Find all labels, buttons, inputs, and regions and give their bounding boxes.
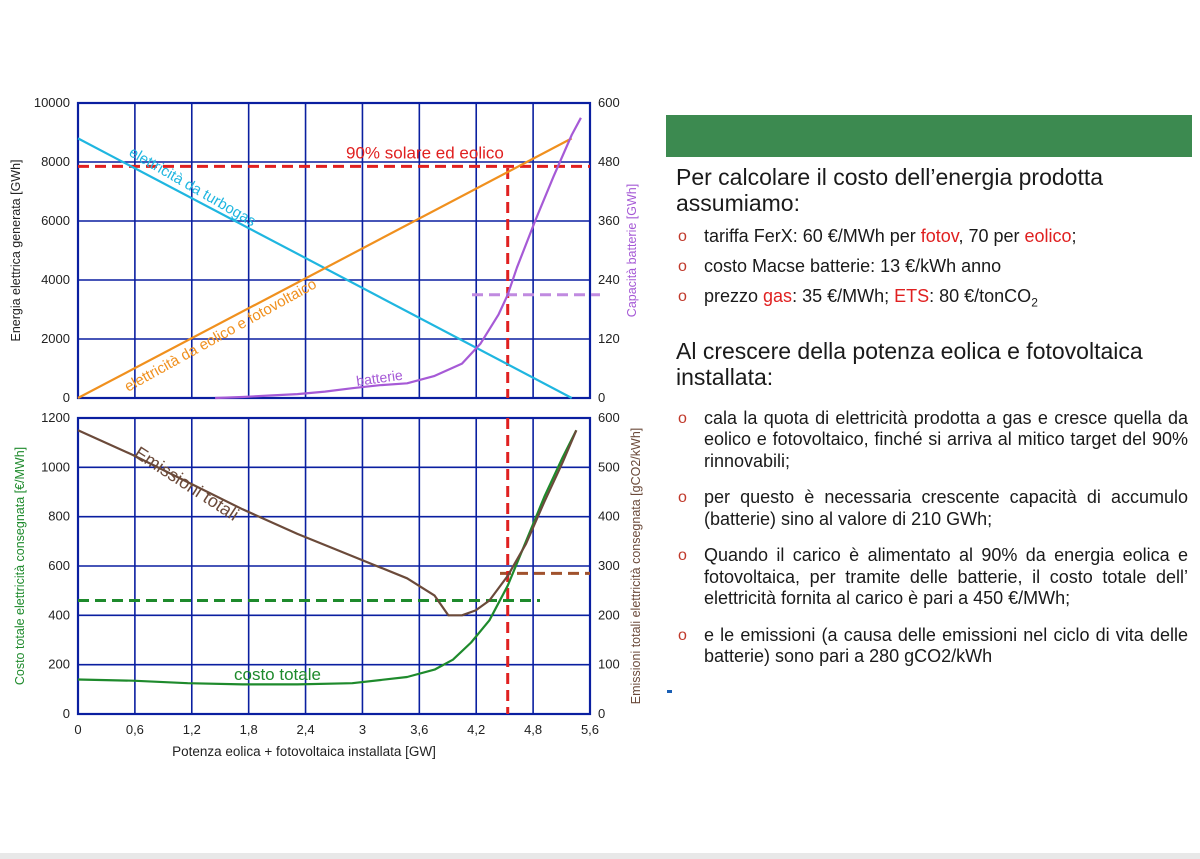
text: costo Macse batterie: 13 €/kWh anno <box>704 256 1002 276</box>
x-tick-label: 0,6 <box>125 722 144 737</box>
y-tick-label: 1000 <box>41 459 70 475</box>
series-label: elettricità da eolico e fotovoltaico <box>121 275 320 396</box>
assumptions-heading: Per calcolare il costo dell’energia prodotta assumiamo: <box>676 164 1104 216</box>
y2-axis-title: Capacità batterie [GWh] <box>625 183 639 318</box>
y-tick-label: 8000 <box>41 154 70 169</box>
bullet-icon: o <box>678 489 687 507</box>
y2-tick-label: 500 <box>598 459 620 475</box>
text: , 70 per <box>958 226 1025 246</box>
text: e le emissioni (a causa delle emissioni nel ciclo di vita delle batterie) sono pari a 280 gCO2/kWh <box>704 624 1188 667</box>
footer-strip <box>0 853 1200 859</box>
text: Quando il carico è alimentato al 90% da energia eolica e fotovoltaica, per tramite delle batterie, il costo totale dell’ elettricità fornita al carico è pari a 450 €/MWh; <box>704 545 1188 609</box>
y-tick-label: 1200 <box>41 410 70 425</box>
annotation-label: 90% solare ed eolico <box>346 143 504 163</box>
x-tick-label: 5,6 <box>580 722 600 737</box>
y-tick-label: 2000 <box>41 331 70 346</box>
plot-frame <box>78 103 590 398</box>
series-label: batterie <box>355 366 404 389</box>
title-bar <box>666 115 1192 157</box>
text: : 80 €/tonCO <box>929 286 1032 306</box>
y-tick-label: 800 <box>48 508 70 524</box>
assumptions-list <box>676 226 1188 314</box>
x-axis-title: Potenza eolica + fotovoltaica installata [GW] <box>172 744 436 759</box>
list-item <box>676 487 1188 530</box>
y2-tick-label: 600 <box>598 410 620 425</box>
y2-tick-label: 0 <box>598 390 606 405</box>
list-item <box>676 286 1188 314</box>
y-tick-label: 200 <box>48 656 70 672</box>
x-tick-label: 3,6 <box>410 722 429 737</box>
y-tick-label: 4000 <box>41 272 70 287</box>
subscript: 2 <box>1031 295 1038 310</box>
highlight: eolico <box>1024 226 1072 246</box>
y-tick-label: 6000 <box>41 213 70 228</box>
charts-figure <box>0 0 660 780</box>
bullet-icon: o <box>678 228 687 245</box>
text: per questo è necessaria crescente capacità di accumulo (batterie) sino al valore di 210 GWh; <box>704 487 1188 529</box>
energy-chart <box>9 95 639 405</box>
text: tariffa FerX: 60 €/MWh per <box>704 226 921 246</box>
list-item <box>676 226 1188 247</box>
text-panel <box>676 164 1188 668</box>
y-tick-label: 10000 <box>33 95 70 110</box>
slide-marker <box>667 690 672 693</box>
x-tick-label: 4,8 <box>524 722 543 737</box>
text: prezzo <box>704 286 764 306</box>
bullet-icon: o <box>678 409 687 427</box>
y-axis-title: Energia elettrica generata [GWh] <box>9 159 23 342</box>
y2-tick-label: 200 <box>598 607 620 623</box>
y2-tick-label: 240 <box>598 272 620 287</box>
y-tick-label: 0 <box>62 706 70 721</box>
y-axis-title: Costo totale elettricità consegnata [€/MWh] <box>13 446 27 686</box>
y2-tick-label: 400 <box>598 508 620 524</box>
highlight: gas <box>763 286 793 306</box>
list-item <box>676 408 1188 473</box>
x-tick-label: 2,4 <box>296 722 315 737</box>
x-tick-label: 1,2 <box>182 722 201 737</box>
y2-tick-label: 480 <box>598 154 620 169</box>
y2-tick-label: 600 <box>598 95 620 110</box>
y-tick-label: 400 <box>48 607 70 623</box>
y2-tick-label: 100 <box>598 656 620 672</box>
text: ; <box>1071 226 1077 246</box>
y2-tick-label: 120 <box>598 331 620 346</box>
list-item <box>676 545 1188 610</box>
series-label: Emissioni totali <box>130 442 243 525</box>
highlight: ETS <box>894 286 930 306</box>
x-tick-label: 4,2 <box>467 722 486 737</box>
y2-tick-label: 300 <box>598 558 620 573</box>
x-tick-label: 0 <box>74 722 82 737</box>
y-tick-label: 0 <box>62 390 70 405</box>
text: cala la quota di elettricità prodotta a gas e cresce quella da eolico e fotovoltaico, finché si arriva al mitico target del 90% rinnovabili; <box>704 407 1188 471</box>
list-item <box>676 256 1188 277</box>
bullet-icon: o <box>678 547 687 565</box>
bullet-icon: o <box>678 288 687 305</box>
series-label: elettricità da turbogas <box>126 143 259 231</box>
bullet-icon: o <box>678 258 687 275</box>
growth-heading: Al crescere della potenza eolica e fotovoltaica installata: <box>676 337 1143 390</box>
y-tick-label: 600 <box>48 558 70 573</box>
bullet-icon: o <box>678 626 687 644</box>
growth-list <box>676 408 1188 668</box>
list-item <box>676 625 1188 668</box>
y2-axis-title: Emissioni totali elettricità consegnata [gCO2/kWh] <box>629 427 643 705</box>
x-tick-label: 3 <box>358 722 367 737</box>
y2-tick-label: 360 <box>598 213 620 228</box>
cost-emissions-chart <box>13 410 643 759</box>
highlight: fotov <box>920 226 959 246</box>
series-label: costo totale <box>234 665 321 684</box>
text: : 35 €/MWh; <box>792 286 895 306</box>
y2-tick-label: 0 <box>598 706 606 721</box>
x-tick-label: 1,8 <box>239 722 258 737</box>
